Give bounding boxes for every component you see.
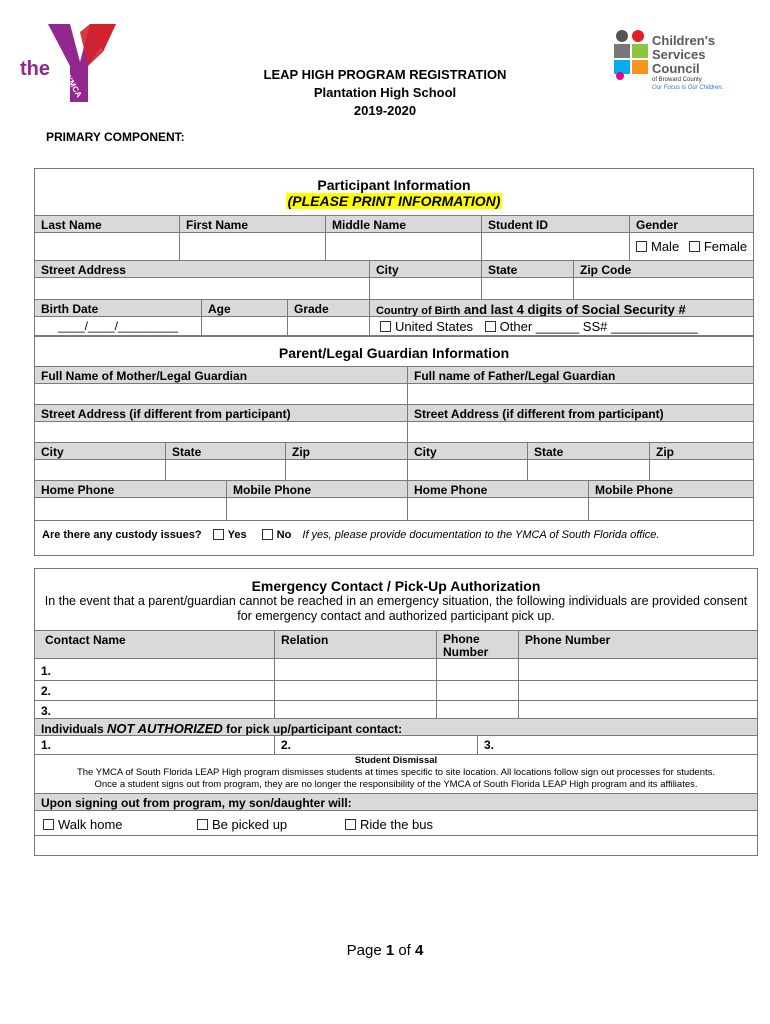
- father-city-field[interactable]: [407, 460, 527, 481]
- guardian-section: [34, 336, 754, 556]
- custody-yes-checkbox[interactable]: [213, 529, 224, 540]
- last-name-label: Last Name: [41, 218, 102, 232]
- not-auth-pre: Individuals: [41, 722, 108, 735]
- page-number: [0, 942, 770, 959]
- custody-question: Are there any custody issues?: [42, 529, 202, 541]
- csc-line1: Children's: [652, 33, 716, 48]
- contact-3-phone-number[interactable]: [518, 700, 757, 718]
- ssn-label: and last 4 digits of Social Security #: [460, 302, 686, 316]
- phone-label-2: Number: [443, 645, 489, 658]
- csc-sub: of Broward County: [652, 77, 702, 83]
- zip-code-label: Zip Code: [573, 261, 753, 277]
- guardian-title: Parent/Legal Guardian Information: [278, 345, 510, 361]
- custody-note: If yes, please provide documentation to the YMCA of South Florida office.: [302, 529, 660, 541]
- first-name-label: First Name: [179, 216, 325, 232]
- contact-1-phone-number[interactable]: [518, 659, 757, 680]
- emergency-title: Emergency Contact / Pick-Up Authorization: [251, 578, 541, 594]
- female-checkbox[interactable]: [689, 241, 700, 252]
- contact-2-relation[interactable]: [274, 680, 436, 700]
- page-current: 1: [385, 942, 395, 959]
- female-label: Female: [703, 239, 748, 254]
- contact-1-name[interactable]: 1.: [41, 664, 52, 678]
- contact-1-phone[interactable]: [436, 659, 518, 680]
- contact-3-name[interactable]: 3.: [41, 704, 52, 718]
- custody-yes-label: Yes: [227, 529, 247, 541]
- csc-tagline: Our Focus is Our Children.: [652, 85, 724, 91]
- csc-line2: Services: [652, 47, 706, 62]
- contact-3-relation[interactable]: [274, 700, 436, 718]
- other-ssn-field[interactable]: Other ______ SS# ____________: [499, 319, 698, 334]
- father-home-phone-label: Home Phone: [407, 481, 588, 497]
- form-title: LEAP HIGH PROGRAM REGISTRATION: [263, 67, 507, 82]
- contact-2-name[interactable]: 2.: [41, 684, 52, 698]
- middle-name-field[interactable]: [325, 233, 481, 261]
- gender-label: Gender: [629, 216, 753, 232]
- csc-line3: Council: [652, 61, 700, 76]
- not-authorized-heading: [35, 719, 757, 735]
- mother-home-phone-label: Home Phone: [41, 483, 115, 497]
- mother-state-label: State: [165, 443, 285, 459]
- father-name-label: Full name of Father/Legal Guardian: [407, 367, 753, 383]
- father-name-field[interactable]: [407, 384, 753, 405]
- street-address-label: Street Address: [41, 263, 126, 277]
- father-mobile-phone-field[interactable]: [588, 498, 753, 520]
- walk-home-checkbox[interactable]: [43, 819, 54, 830]
- mother-mobile-phone-field[interactable]: [226, 498, 407, 520]
- participant-section: [34, 168, 754, 336]
- student-id-field[interactable]: [481, 233, 629, 261]
- state-label: State: [481, 261, 573, 277]
- state-field[interactable]: [481, 278, 573, 300]
- street-address-field[interactable]: [35, 278, 369, 300]
- father-mobile-phone-label: Mobile Phone: [588, 481, 753, 497]
- ymca-the-text: the: [20, 58, 50, 80]
- middle-name-label: Middle Name: [325, 216, 481, 232]
- mother-zip-field[interactable]: [285, 460, 407, 481]
- mother-name-label: Full Name of Mother/Legal Guardian: [41, 369, 248, 383]
- picked-up-label: Be picked up: [212, 817, 288, 832]
- mother-street-label: Street Address (if different from participant): [41, 407, 291, 421]
- relation-label: Relation: [274, 631, 436, 658]
- student-id-label: Student ID: [481, 216, 629, 232]
- emergency-section: [34, 568, 758, 856]
- male-checkbox[interactable]: [636, 241, 647, 252]
- contact-2-phone-number[interactable]: [518, 680, 757, 700]
- contact-2-phone[interactable]: [436, 680, 518, 700]
- dismissal-text-2: Once a student signs out from program, they are no longer the responsibility of the YMCA of South Florida LEAP High program and its affiliates.: [94, 779, 698, 790]
- last-name-field[interactable]: [35, 233, 179, 261]
- school-year: 2019-2020: [353, 103, 417, 118]
- us-label: United States: [395, 319, 474, 334]
- mother-mobile-phone-label: Mobile Phone: [226, 481, 407, 497]
- father-zip-label: Zip: [649, 443, 753, 459]
- birth-date-label: Birth Date: [41, 302, 99, 316]
- page-total: 4: [415, 942, 424, 959]
- grade-field[interactable]: [287, 317, 369, 336]
- city-label: City: [369, 261, 481, 277]
- father-city-label: City: [407, 443, 527, 459]
- mother-city-label: City: [41, 445, 64, 459]
- page-pre: Page: [346, 942, 386, 959]
- not-authorized-3[interactable]: 3.: [477, 736, 757, 754]
- city-field[interactable]: [369, 278, 481, 300]
- school-name: Plantation High School: [313, 85, 457, 100]
- zip-code-field[interactable]: [573, 278, 753, 300]
- signout-label: Upon signing out from program, my son/daughter will:: [41, 796, 352, 810]
- custody-no-label: No: [276, 529, 292, 541]
- ride-bus-checkbox[interactable]: [345, 819, 356, 830]
- us-checkbox[interactable]: [380, 321, 391, 332]
- father-street-field[interactable]: [407, 422, 753, 443]
- not-authorized-2[interactable]: 2.: [274, 736, 477, 754]
- picked-up-checkbox[interactable]: [197, 819, 208, 830]
- ymca-vertical-text: YMCA: [63, 74, 84, 99]
- mother-street-field[interactable]: [35, 422, 407, 443]
- dismissal-text-1: The YMCA of South Florida LEAP High program dismisses students at times specific to site location. All locations follow sign out processes for students.: [76, 767, 716, 778]
- father-state-field[interactable]: [527, 460, 649, 481]
- father-street-label: Street Address (if different from participant): [407, 405, 753, 421]
- first-name-field[interactable]: [179, 233, 325, 261]
- dismissal-title: Student Dismissal: [354, 755, 438, 766]
- father-state-label: State: [527, 443, 649, 459]
- country-birth-label: Country of Birth: [376, 305, 461, 316]
- birth-date-field[interactable]: ____/____/_________: [57, 319, 179, 333]
- phone-label-1: Phone: [443, 632, 480, 646]
- phone-number-label: Phone Number: [518, 631, 757, 658]
- emergency-desc-1: In the event that a parent/guardian cannot be reached in an emergency situation, the following individuals are provided consent: [44, 594, 748, 608]
- participant-title: Participant Information: [317, 177, 471, 193]
- not-auth-post: for pick up/participant contact:: [222, 722, 403, 735]
- mother-name-field[interactable]: [35, 384, 407, 405]
- not-auth-em: NOT AUTHORIZED: [107, 721, 223, 735]
- father-zip-field[interactable]: [649, 460, 753, 481]
- mother-city-field[interactable]: [35, 460, 165, 481]
- mother-zip-label: Zip: [285, 443, 407, 459]
- male-label: Male: [651, 239, 680, 254]
- contact-3-phone[interactable]: [436, 700, 518, 718]
- primary-component-label: PRIMARY COMPONENT:: [46, 130, 185, 144]
- walk-home-label: Walk home: [58, 817, 123, 832]
- contact-1-relation[interactable]: [274, 659, 436, 680]
- mother-home-phone-field[interactable]: [35, 498, 226, 520]
- grade-label: Grade: [287, 300, 369, 316]
- page-mid: of: [394, 942, 416, 959]
- custody-no-checkbox[interactable]: [262, 529, 273, 540]
- age-label: Age: [201, 300, 287, 316]
- other-checkbox[interactable]: [485, 321, 496, 332]
- age-field[interactable]: [201, 317, 287, 336]
- print-notice: (PLEASE PRINT INFORMATION): [287, 193, 501, 209]
- mother-state-field[interactable]: [165, 460, 285, 481]
- contact-name-label: Contact Name: [45, 633, 126, 647]
- not-authorized-1[interactable]: 1.: [41, 738, 52, 752]
- ride-bus-label: Ride the bus: [360, 817, 433, 832]
- father-home-phone-field[interactable]: [407, 498, 588, 520]
- emergency-desc-2: for emergency contact and authorized participant pick up.: [237, 609, 555, 623]
